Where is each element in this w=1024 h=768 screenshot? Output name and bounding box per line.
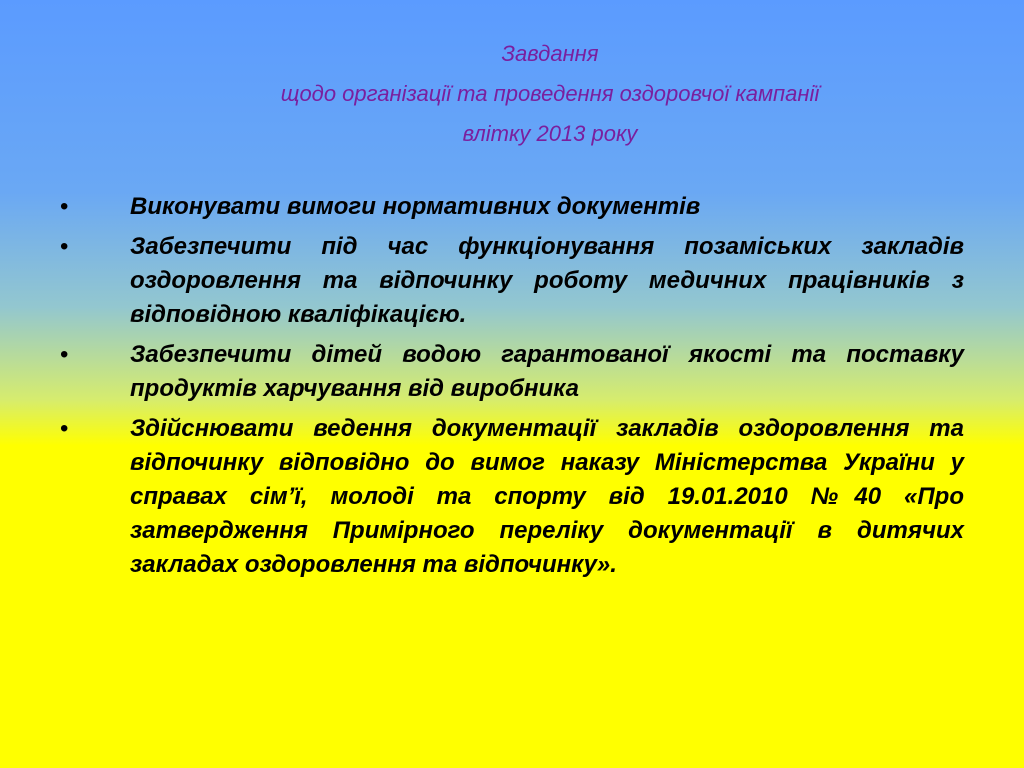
bullet-text: Здійснювати ведення документації закладів оздоровлення та відпочинку відповідно до вимог наказу Міністерства України у справах сім’ї, молоді та спорту від 19.01.2010 №40 «Про затвердження Примірного переліку документації в дитячих закладах оздоровлення та відпочинку». <box>130 415 964 578</box>
bullet-icon: • <box>60 341 69 368</box>
list-item <box>60 230 964 332</box>
bullet-text: Виконувати вимоги нормативних документів <box>130 193 701 220</box>
bullet-icon: • <box>60 193 69 220</box>
list-item <box>60 190 964 224</box>
bullet-icon: • <box>60 415 69 442</box>
bullet-text: Забезпечити під час функціонування позаміських закладів оздоровлення та відпочинку роботу медичних працівників з відповідною кваліфікацією. <box>130 233 964 328</box>
bullet-list <box>60 190 964 588</box>
title-line-2: щодо організації та проведення оздоровчої кампанії <box>280 81 820 106</box>
bullet-text: Забезпечити дітей водою гарантованої якості та поставку продуктів харчування від виробника <box>130 341 964 402</box>
list-item <box>60 412 964 582</box>
title-line-3: влітку 2013 року <box>462 121 638 146</box>
bullet-icon: • <box>60 233 69 260</box>
slide-title <box>80 34 1020 154</box>
list-item <box>60 338 964 406</box>
title-line-1: Завдання <box>501 41 599 66</box>
